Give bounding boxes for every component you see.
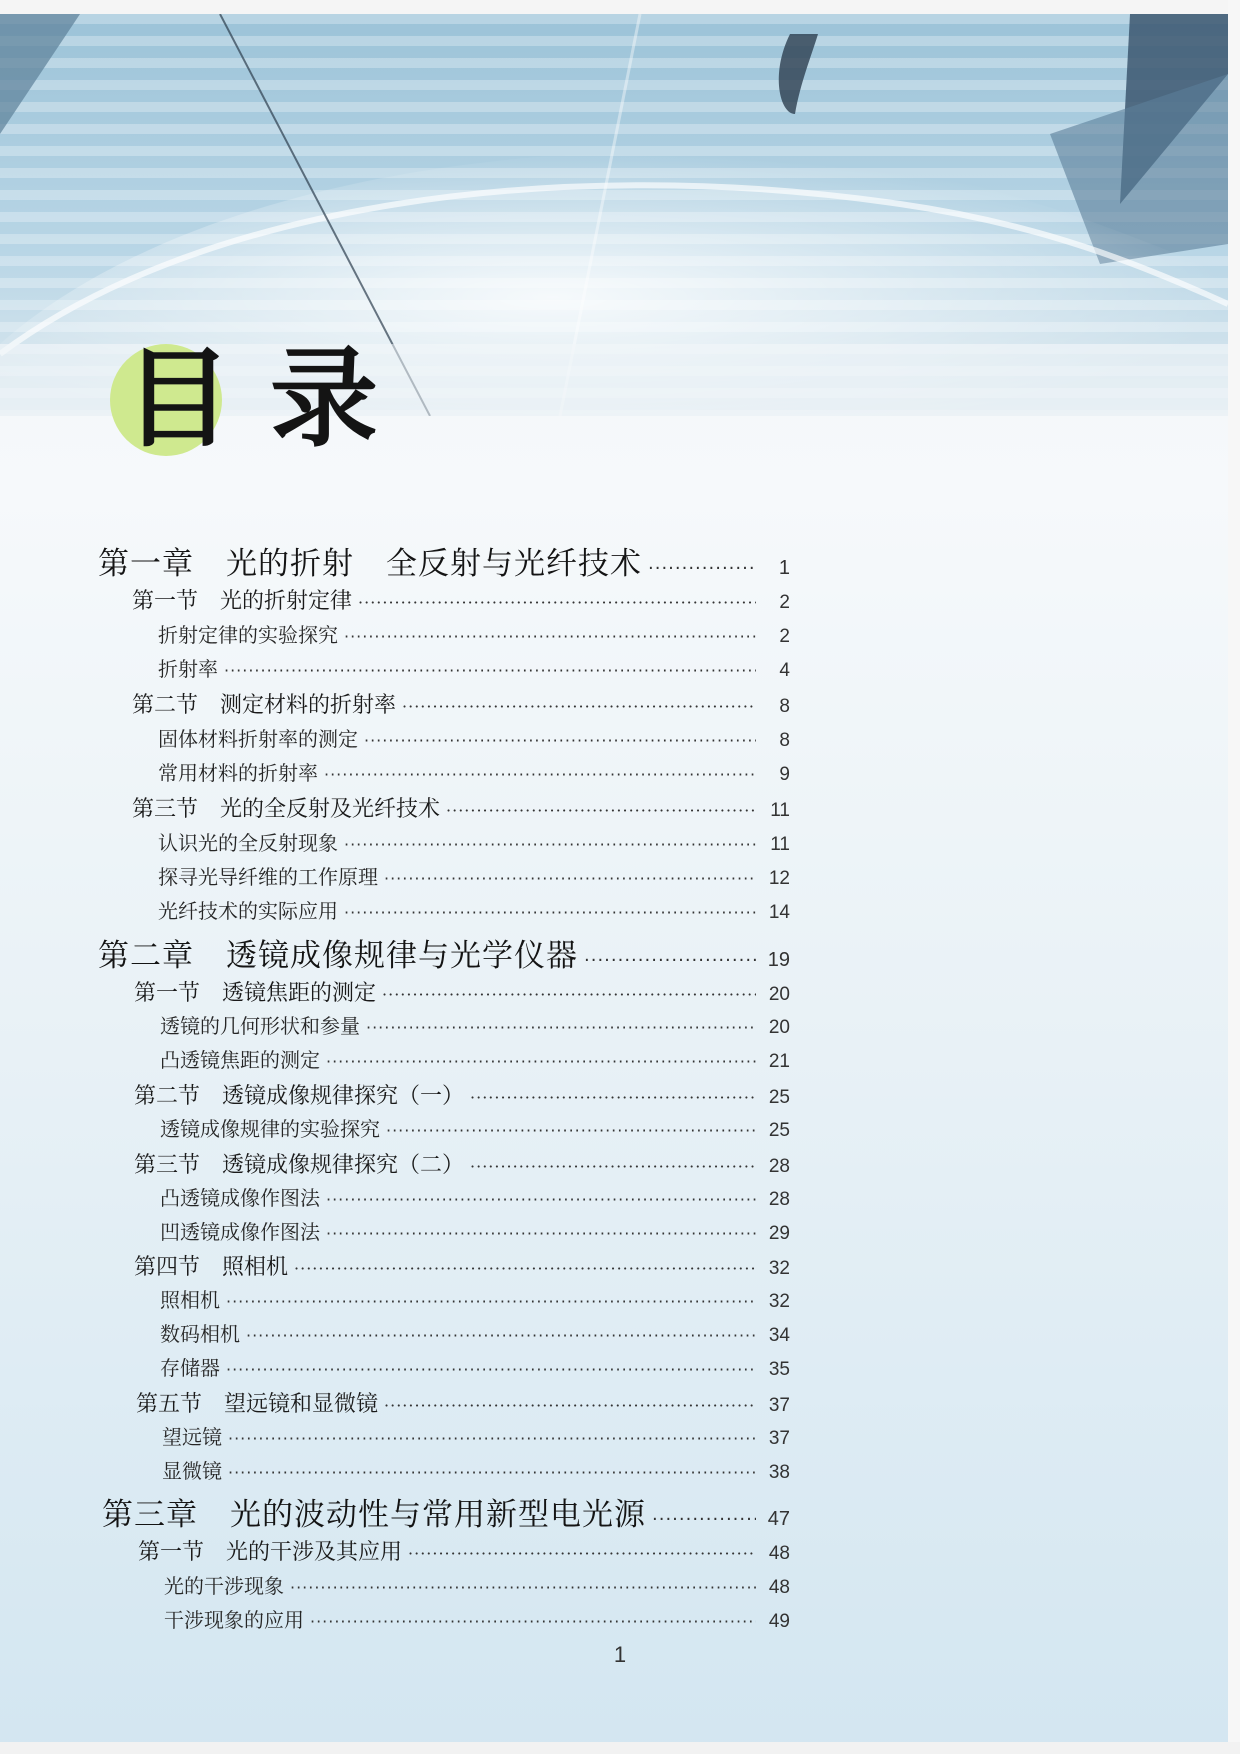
dot-leader <box>326 1190 756 1209</box>
toc-page-number: 2 <box>779 592 790 613</box>
title-char-mu: 目 <box>124 337 233 462</box>
toc-section[interactable] <box>138 1535 790 1566</box>
toc-label: 透镜的几何形状和参量 <box>160 1014 360 1038</box>
toc-item[interactable] <box>160 1318 790 1347</box>
toc-label: 第三节 透镜成像规律探究（二） <box>134 1153 465 1178</box>
dot-leader <box>246 1326 756 1345</box>
toc-section[interactable] <box>136 1387 790 1418</box>
toc-item[interactable] <box>158 895 790 924</box>
toc-item[interactable] <box>158 653 790 682</box>
toc-page-number: 20 <box>768 984 790 1005</box>
toc-page-number: 8 <box>779 730 790 751</box>
toc-page-number: 2 <box>779 626 790 647</box>
dot-leader <box>326 1224 756 1243</box>
dot-leader <box>470 1157 756 1176</box>
dot-leader <box>384 869 756 888</box>
toc-item[interactable] <box>164 1570 790 1599</box>
toc-page-number: 32 <box>768 1291 790 1312</box>
toc-label: 光的干涉现象 <box>164 1574 284 1598</box>
toc-item[interactable] <box>162 1421 790 1450</box>
toc-label: 凸透镜成像作图法 <box>160 1186 320 1210</box>
toc-section[interactable] <box>132 792 790 823</box>
toc-label: 认识光的全反射现象 <box>158 831 338 855</box>
toc-section[interactable] <box>134 976 790 1007</box>
dot-leader <box>446 801 756 820</box>
toc-page-number: 4 <box>779 660 790 681</box>
dot-leader <box>344 835 756 854</box>
dot-leader <box>226 1292 756 1311</box>
toc-item[interactable] <box>160 1216 790 1245</box>
toc-item[interactable] <box>160 1010 790 1039</box>
toc-label: 第四节 照相机 <box>134 1255 289 1280</box>
toc-item[interactable] <box>158 861 790 890</box>
dot-leader <box>228 1429 756 1448</box>
toc-label: 第三章 光的波动性与常用新型电光源 <box>102 1497 646 1533</box>
dot-leader <box>228 1463 756 1482</box>
toc-item[interactable] <box>160 1284 790 1313</box>
dot-leader <box>382 985 756 1004</box>
dot-leader <box>652 1509 756 1530</box>
toc-label: 凹透镜成像作图法 <box>160 1220 320 1244</box>
dot-leader <box>326 1052 756 1071</box>
dot-leader <box>386 1121 756 1140</box>
toc-page-number: 37 <box>768 1395 790 1416</box>
toc-item[interactable] <box>158 757 790 786</box>
dot-leader <box>310 1612 756 1631</box>
dot-leader <box>324 765 756 784</box>
toc-page-number: 11 <box>770 800 790 821</box>
toc-section[interactable] <box>132 584 790 615</box>
toc-section[interactable] <box>132 688 790 719</box>
toc-label: 第二节 测定材料的折射率 <box>132 693 397 718</box>
toc-chapter-2[interactable] <box>98 930 790 975</box>
toc-label: 第一章 光的折射 全反射与光纤技术 <box>98 546 642 582</box>
toc-page-number: 12 <box>768 868 790 889</box>
page-number: 1 <box>613 1642 627 1667</box>
toc-page-number: 47 <box>767 1508 790 1530</box>
toc-item[interactable] <box>158 723 790 752</box>
toc-label: 探寻光导纤维的工作原理 <box>158 865 378 889</box>
toc-chapter-3[interactable] <box>102 1489 790 1534</box>
toc-page-number: 48 <box>768 1577 790 1598</box>
toc-label: 常用材料的折射率 <box>158 761 318 785</box>
toc-label: 照相机 <box>160 1288 220 1312</box>
toc-label: 第一节 光的折射定律 <box>132 589 353 614</box>
dot-leader <box>584 950 756 971</box>
toc-label: 第一节 透镜焦距的测定 <box>134 981 377 1006</box>
toc-page-number: 14 <box>768 902 790 923</box>
toc-item[interactable] <box>164 1604 790 1633</box>
scan-edge-bottom <box>0 1742 1240 1754</box>
toc-section[interactable] <box>134 1148 790 1179</box>
toc-label: 存储器 <box>160 1356 220 1380</box>
toc-page-number: 37 <box>768 1428 790 1449</box>
dot-leader <box>648 558 756 579</box>
toc-label: 第三节 光的全反射及光纤技术 <box>132 797 441 822</box>
dot-leader <box>358 593 756 612</box>
dot-leader <box>366 1018 756 1037</box>
toc-page-number: 48 <box>768 1543 790 1564</box>
toc-label: 望远镜 <box>162 1425 222 1449</box>
toc-page-number: 34 <box>768 1325 790 1346</box>
toc-label: 第一节 光的干涉及其应用 <box>138 1540 403 1565</box>
toc-page-number: 49 <box>768 1611 790 1632</box>
toc-label: 显微镜 <box>162 1459 222 1483</box>
toc-label: 第五节 望远镜和显微镜 <box>136 1392 379 1417</box>
dot-leader <box>226 1360 756 1379</box>
toc-label: 透镜成像规律的实验探究 <box>160 1117 380 1141</box>
toc-page-number: 1 <box>778 557 790 579</box>
toc-label: 折射定律的实验探究 <box>158 623 338 647</box>
toc-page-number: 32 <box>768 1258 790 1279</box>
toc-page-number: 25 <box>768 1087 790 1108</box>
toc-page-number: 38 <box>768 1462 790 1483</box>
dot-leader <box>344 627 756 646</box>
toc-item[interactable] <box>158 827 790 856</box>
dot-leader <box>224 661 756 680</box>
toc-item[interactable] <box>162 1455 790 1484</box>
dot-leader <box>364 731 756 750</box>
toc-label: 光纤技术的实际应用 <box>158 899 338 923</box>
dot-leader <box>402 697 756 716</box>
toc-item[interactable] <box>160 1182 790 1211</box>
toc-item[interactable] <box>158 619 790 648</box>
dot-leader <box>290 1578 756 1597</box>
toc-item[interactable] <box>160 1113 790 1142</box>
dot-leader <box>470 1088 756 1107</box>
dot-leader <box>344 903 756 922</box>
toc-label: 凸透镜焦距的测定 <box>160 1048 320 1072</box>
dot-leader <box>408 1544 756 1563</box>
toc-page-number: 29 <box>768 1223 790 1244</box>
dot-leader <box>294 1259 756 1278</box>
toc-page-number: 21 <box>768 1051 790 1072</box>
toc-label: 干涉现象的应用 <box>164 1608 304 1632</box>
toc-label: 折射率 <box>158 657 218 681</box>
toc-page-number: 11 <box>770 834 790 855</box>
toc-section[interactable] <box>134 1250 790 1281</box>
toc-page-number: 28 <box>768 1189 790 1210</box>
toc-page-number: 20 <box>768 1017 790 1038</box>
toc-label: 第二章 透镜成像规律与光学仪器 <box>98 938 578 974</box>
scan-edge-right <box>1228 0 1240 1754</box>
toc-page-number: 8 <box>779 696 790 717</box>
toc-page-number: 28 <box>768 1156 790 1177</box>
toc-label: 第二节 透镜成像规律探究（一） <box>134 1084 465 1109</box>
toc-item[interactable] <box>160 1352 790 1381</box>
toc-page-number: 25 <box>768 1120 790 1141</box>
toc-section[interactable] <box>134 1079 790 1110</box>
title-char-lu: 录 <box>270 337 379 462</box>
toc-label: 数码相机 <box>160 1322 240 1346</box>
toc-label: 固体材料折射率的测定 <box>158 727 358 751</box>
toc-item[interactable] <box>160 1044 790 1073</box>
toc-page-number: 9 <box>779 764 790 785</box>
toc-chapter-1[interactable] <box>98 538 790 583</box>
toc-page-number: 19 <box>767 949 790 971</box>
dot-leader <box>384 1396 756 1415</box>
toc-page-number: 35 <box>768 1359 790 1380</box>
